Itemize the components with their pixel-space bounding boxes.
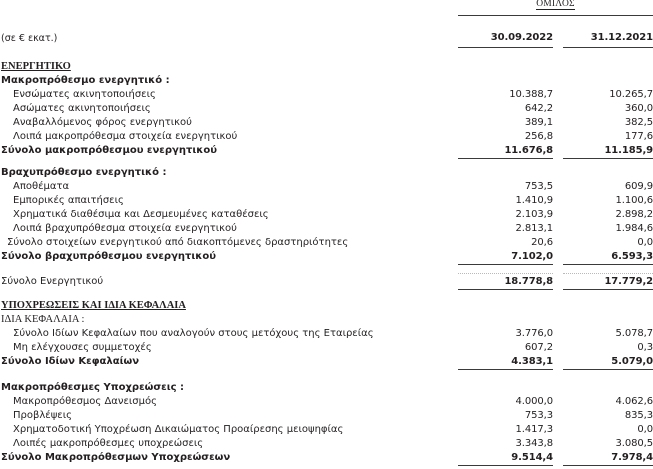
section-heading-noncurrent-assets — [0, 74, 653, 88]
row-value-prior: 17.779,2 — [604, 276, 653, 287]
row-value-prior: 2.898,2 — [615, 209, 653, 220]
row-value-current: 4.000,0 — [515, 396, 553, 407]
table-row — [0, 208, 653, 222]
row-label: Σύνολο μακροπρόθεσμου ενεργητικού — [1, 145, 217, 156]
subtotal-rule-current — [458, 465, 553, 466]
equity-title: ΙΔΙΑ ΚΕΦΑΛΑΙΑ : — [1, 314, 85, 325]
row-value-prior: 0,3 — [637, 342, 653, 353]
row-label: Λοιπά βραχυπρόθεσμα στοιχεία ενεργητικού — [13, 223, 237, 234]
row-label: Λοιπές μακροπρόθεσμες υποχρεώσεις — [13, 438, 204, 449]
row-value-current: 1.417,3 — [515, 424, 553, 435]
row-label: Εμπορικές απαιτήσεις — [13, 195, 124, 206]
group-header-rule — [458, 15, 653, 16]
row-label: Αναβαλλόμενος φόρος ενεργητικού — [13, 117, 192, 128]
row-value-prior: 360,0 — [624, 103, 653, 114]
assets-title: ΕΝΕΡΓΗΤΙΚΟ — [1, 61, 71, 72]
table-row — [0, 194, 653, 208]
section-heading-liabilities-equity — [0, 299, 653, 313]
current-assets-title: Βραχυπρόθεσμο ενεργητικό : — [1, 167, 167, 178]
section-heading-equity — [0, 313, 653, 327]
table-row — [0, 236, 653, 250]
section-heading-current-assets — [0, 166, 653, 180]
row-value-current: 7.102,0 — [511, 251, 553, 262]
row-label: Σύνολο στοιχείων ενεργητικού από διακοπτόμενες δραστηριότητες — [7, 237, 349, 248]
table-row-subtotal — [0, 250, 653, 264]
row-value-current: 20,6 — [531, 237, 553, 248]
longterm-liabilities-title: Μακροπρόθεσμες Υποχρεώσεις : — [1, 382, 184, 393]
row-value-current: 4.383,1 — [511, 356, 553, 367]
table-row — [0, 116, 653, 130]
table-row — [0, 222, 653, 236]
row-label: Σύνολο Μακροπρόθεσμων Υποχρεώσεων — [1, 452, 231, 463]
row-value-prior: 1.100,6 — [615, 195, 653, 206]
row-value-prior: 0,0 — [637, 237, 653, 248]
row-value-current: 9.514,4 — [511, 452, 553, 463]
table-row — [0, 102, 653, 116]
table-row-total — [0, 275, 653, 289]
row-value-prior: 0,0 — [637, 424, 653, 435]
row-value-current: 3.776,0 — [515, 328, 553, 339]
total-rule-current — [458, 289, 553, 290]
total-dotted-rule-prior — [563, 273, 653, 274]
table-row — [0, 88, 653, 102]
group-column-header — [458, 0, 653, 17]
row-value-prior: 5.079,0 — [611, 356, 653, 367]
row-label: Προβλέψεις — [13, 410, 72, 421]
subtotal-rule-current — [458, 264, 553, 265]
table-row — [0, 409, 653, 423]
row-label: Μακροπρόθεσμος Δανεισμός — [13, 396, 157, 407]
row-value-current: 642,2 — [524, 103, 553, 114]
row-value-current: 10.388,7 — [509, 89, 553, 100]
table-row — [0, 130, 653, 144]
table-row — [0, 341, 653, 355]
row-value-prior: 1.984,6 — [615, 223, 653, 234]
row-value-current: 18.778,8 — [504, 276, 553, 287]
noncurrent-assets-title: Μακροπρόθεσμο ενεργητικό : — [1, 75, 170, 86]
subtotal-rule-prior — [563, 465, 653, 466]
subtotal-rule-prior — [563, 369, 653, 370]
row-value-prior: 10.265,7 — [609, 89, 653, 100]
row-value-current: 1.410,9 — [515, 195, 553, 206]
row-value-prior: 609,9 — [624, 181, 653, 192]
row-value-current: 607,2 — [524, 342, 553, 353]
subtotal-rule-current — [458, 158, 553, 159]
row-value-current: 11.676,8 — [504, 145, 553, 156]
row-value-current: 389,1 — [524, 117, 553, 128]
subtotal-rule-prior — [563, 264, 653, 265]
units-note: (σε € εκατ.) — [1, 33, 58, 44]
row-value-current: 753,5 — [524, 181, 553, 192]
table-row — [0, 423, 653, 437]
row-value-current: 2.813,1 — [515, 223, 553, 234]
column-header-rule-prior — [563, 47, 653, 48]
table-row-subtotal — [0, 144, 653, 158]
table-row-subtotal — [0, 355, 653, 369]
row-value-current: 256,8 — [524, 131, 553, 142]
row-value-current: 753,3 — [524, 410, 553, 421]
row-label: Σύνολο Ιδίων Κεφαλαίων που αναλογούν στους μετόχους της Εταιρείας — [13, 328, 374, 339]
row-label: Αποθέματα — [13, 181, 70, 192]
row-value-prior: 11.185,9 — [604, 145, 653, 156]
row-label: Λοιπά μακροπρόθεσμα στοιχεία ενεργητικού — [13, 131, 238, 142]
row-value-prior: 6.593,3 — [611, 251, 653, 262]
row-label: Ασώματες ακινητοποιήσεις — [13, 103, 151, 114]
table-row — [0, 437, 653, 451]
section-heading-longterm-liabilities — [0, 381, 653, 395]
row-value-prior: 7.978,4 — [611, 452, 653, 463]
row-value-prior: 382,5 — [624, 117, 653, 128]
row-label: Σύνολο βραχυπρόθεσμου ενεργητικού — [1, 251, 216, 262]
row-label: Σύνολο Ιδίων Κεφαλαίων — [1, 356, 140, 367]
row-value-prior: 4.062,6 — [615, 396, 653, 407]
column-header-rule-current — [458, 47, 553, 48]
row-label: Μη ελέγχουσες συμμετοχές — [13, 342, 152, 353]
row-value-prior: 177,6 — [624, 131, 653, 142]
row-label: Ενσώματες ακινητοποιήσεις — [13, 89, 156, 100]
row-value-prior: 3.080,5 — [615, 438, 653, 449]
subtotal-rule-current — [458, 369, 553, 370]
total-dotted-rule-current — [458, 273, 553, 274]
table-row — [0, 180, 653, 194]
row-label: Σύνολο Ενεργητικού — [1, 276, 104, 287]
column-header-date-current: 30.09.2022 — [490, 32, 553, 43]
row-value-current: 3.343,8 — [515, 438, 553, 449]
table-row-subtotal — [0, 451, 653, 465]
row-label: Χρηματοδοτική Υποχρέωση Δικαιώματος Προαίρεσης μειοψηφίας — [13, 424, 344, 435]
section-heading-assets — [0, 60, 653, 74]
column-header-date-prior: 31.12.2021 — [590, 32, 653, 43]
total-rule-prior — [563, 289, 653, 290]
row-value-prior: 5.078,7 — [615, 328, 653, 339]
liabilities-equity-title: ΥΠΟΧΡΕΩΣΕΙΣ ΚΑΙ ΙΔΙΑ ΚΕΦΑΛΑΙΑ — [1, 300, 186, 311]
row-value-current: 2.103,9 — [515, 209, 553, 220]
row-value-prior: 835,3 — [624, 410, 653, 421]
table-row — [0, 395, 653, 409]
row-label: Χρηματικά διαθέσιμα και Δεσμευμένες καταθέσεις — [13, 209, 269, 220]
subtotal-rule-prior — [563, 158, 653, 159]
table-row — [0, 327, 653, 341]
group-header-label: ΟΜΙΛΟΣ — [536, 0, 575, 9]
